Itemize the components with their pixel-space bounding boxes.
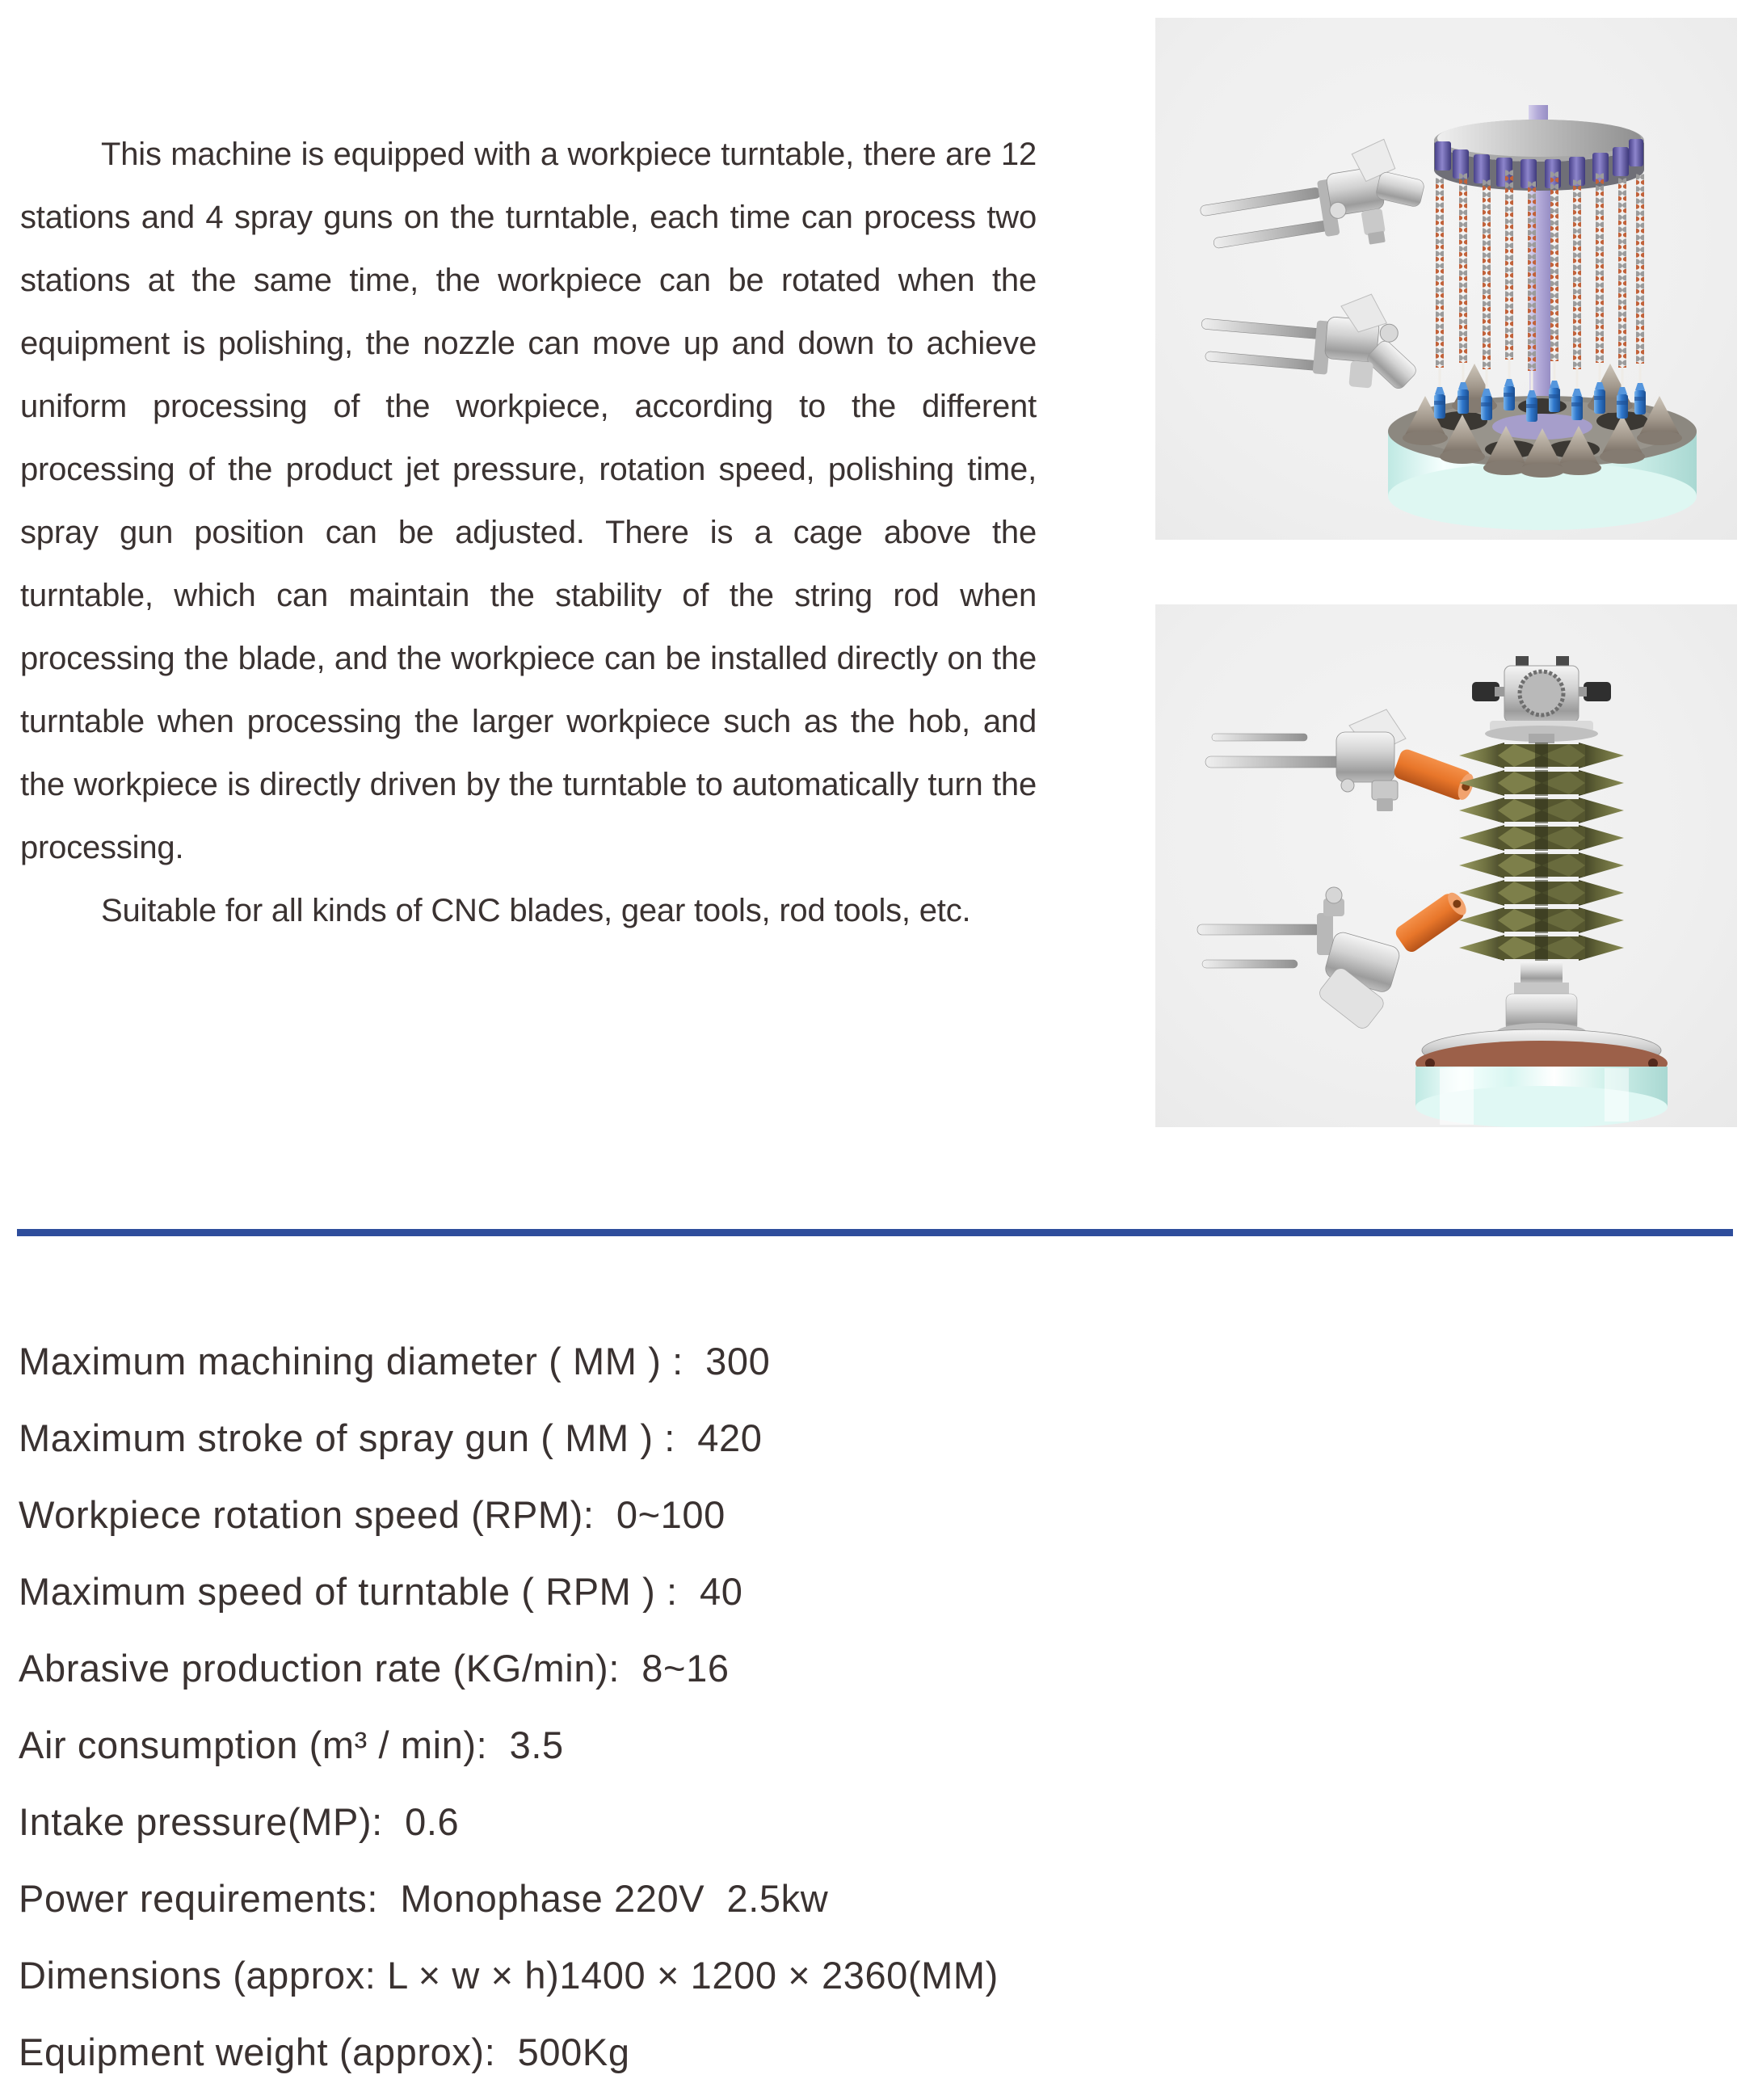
spec-value: 3.5: [509, 1723, 564, 1766]
spec-row-max-turntable-speed: [19, 1553, 1715, 1630]
spec-row-air-consumption: [19, 1707, 1715, 1783]
spray-guns-silver-illustration: [1194, 134, 1434, 393]
spec-label: Air consumption (m³ / min): [19, 1723, 477, 1766]
spec-separator: :: [484, 2031, 518, 2073]
section-divider: [17, 1229, 1733, 1236]
spec-value: 8~16: [641, 1647, 730, 1690]
spec-value: 0~100: [616, 1493, 726, 1536]
spec-row-max-machining-diameter: [19, 1323, 1715, 1399]
spec-row-power-requirements: [19, 1860, 1715, 1937]
spec-label: Equipment weight (approx): [19, 2031, 485, 2073]
spec-label: Workpiece rotation speed (RPM): [19, 1493, 583, 1536]
spec-separator: :: [583, 1493, 616, 1536]
description-paragraph-1: This machine is equipped with a workpiece turntable, there are 12 stations and 4 spray guns on the turntable, each time can process two stations at the same time, the workpiece can be rotated when the equipment is polishing, the nozzle can move up and down to achieve uniform processing of the workpiece, according to the different processing of the product jet pressure, rotation speed, polishing time, spray gun position can be adjusted. There is a cage above the turntable, which can maintain the stability of the string rod when processing the blade, and the workpiece can be installed directly on the turntable when processing the larger workpiece such as the hob, and the workpiece is directly driven by the turntable to automatically turn the processing.: [20, 137, 1037, 865]
spec-separator: :: [367, 1877, 401, 1920]
figure-hob-turntable: [1155, 604, 1737, 1127]
spec-label: Abrasive production rate (KG/min): [19, 1647, 609, 1690]
spec-row-abrasive-production-rate: [19, 1630, 1715, 1707]
spec-value: 420: [697, 1416, 763, 1459]
spec-value: 1400 × 1200 × 2360(MM): [559, 1954, 999, 1997]
description-paragraph-2: Suitable for all kinds of CNC blades, gear tools, rod tools, etc.: [101, 893, 971, 928]
spec-label: Power requirements: [19, 1877, 368, 1920]
spec-row-dimensions: [19, 1937, 1715, 2014]
spec-separator: :: [476, 1723, 510, 1766]
spec-label: Maximum speed of turntable ( RPM ): [19, 1570, 667, 1613]
spec-label: Maximum machining diameter ( MM ): [19, 1340, 673, 1382]
spec-row-intake-pressure: [19, 1783, 1715, 1860]
spec-label: Dimensions (approx: L × w × h): [19, 1954, 560, 1997]
spray-guns-orange-illustration: [1197, 709, 1477, 1031]
spec-row-workpiece-rotation-speed: [19, 1476, 1715, 1553]
spec-value: 500Kg: [517, 2031, 630, 2073]
string-rod-turntable-illustration: [1155, 18, 1737, 540]
figure-string-rod-turntable: [1155, 18, 1737, 540]
hob-workpiece-model: [1415, 656, 1668, 1127]
spec-separator: :: [608, 1647, 642, 1690]
description-section: [20, 123, 1037, 942]
spec-label: Maximum stroke of spray gun ( MM ): [19, 1416, 665, 1459]
orange-nozzle: [1393, 888, 1470, 954]
spec-separator: :: [664, 1416, 698, 1459]
spec-value: Monophase 220V 2.5kw: [400, 1877, 829, 1920]
spec-row-equipment-weight: [19, 2014, 1715, 2090]
spec-value: 40: [699, 1570, 743, 1613]
string-rod-turntable-model: [1388, 105, 1697, 530]
spec-separator: :: [672, 1340, 706, 1382]
spec-separator: :: [372, 1800, 406, 1843]
spec-value: 0.6: [405, 1800, 460, 1843]
spec-value: 300: [705, 1340, 771, 1382]
hob-turntable-illustration: [1155, 604, 1737, 1127]
spec-separator: :: [667, 1570, 700, 1613]
gear-cutter-stack: [1459, 743, 1624, 961]
specs-section: [19, 1323, 1715, 2090]
spec-label: Intake pressure(MP): [19, 1800, 372, 1843]
spec-row-max-spray-gun-stroke: [19, 1399, 1715, 1476]
